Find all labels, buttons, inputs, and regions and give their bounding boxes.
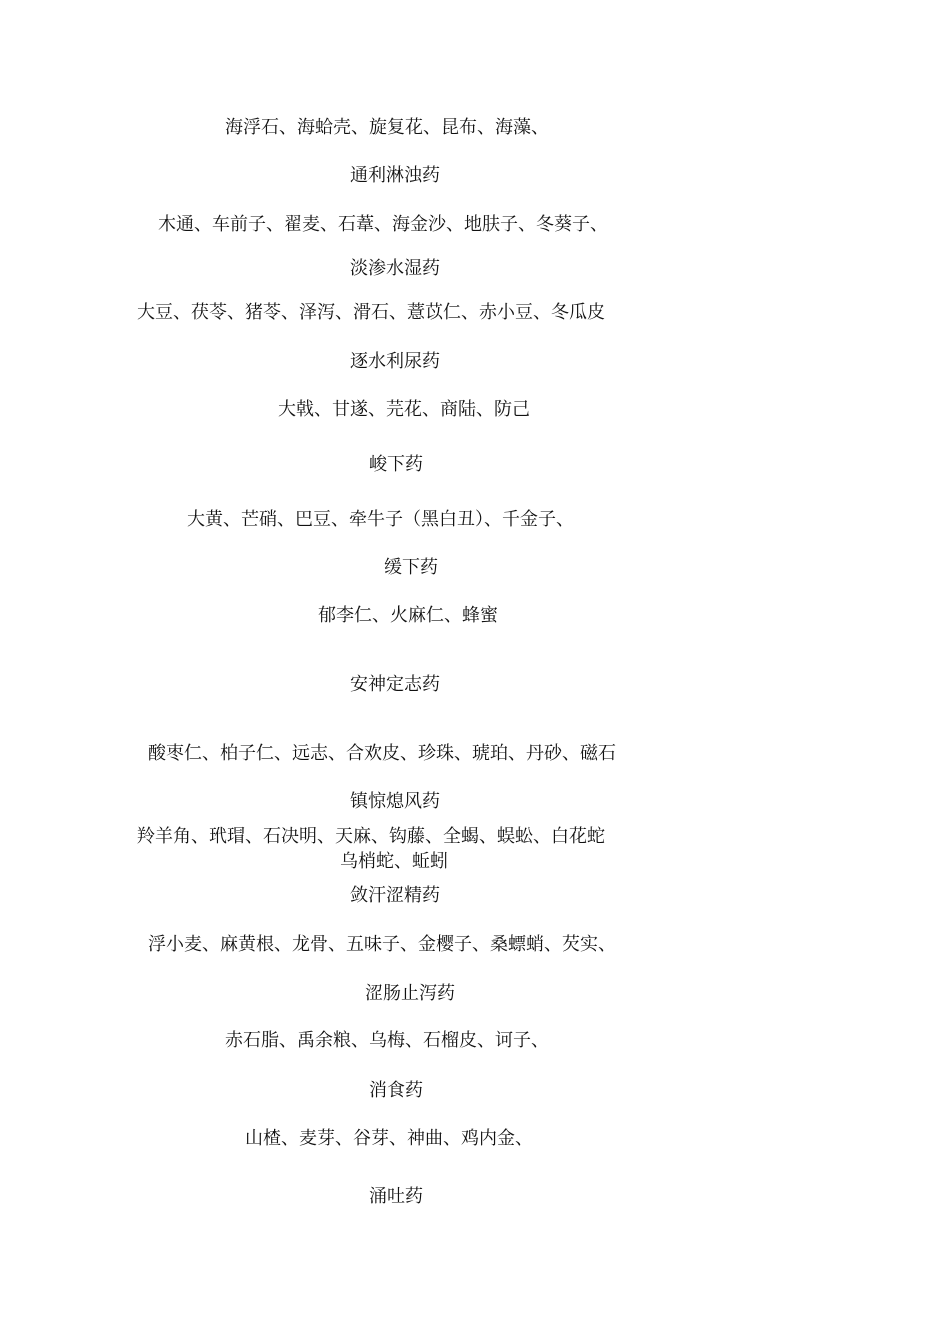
herb-list-lianhan: 浮小麦、麻黄根、龙骨、五味子、金樱子、桑螵蛸、芡实、 [148,934,616,955]
section-heading-zhenjing: 镇惊熄风药 [350,791,440,812]
herb-list-xiaoshi: 山楂、麦芽、谷芽、神曲、鸡内金、 [245,1128,533,1149]
herb-list-junxia: 大黄、芒硝、巴豆、牵牛子（黑白丑）、千金子、 [187,509,574,530]
section-heading-tongli: 通利淋浊药 [350,165,440,186]
section-heading-xiaoshi: 消食药 [369,1080,423,1101]
herb-list-tongli: 木通、车前子、翟麦、石葦、海金沙、地肤子、冬葵子、 [158,214,608,235]
section-heading-huanxia: 缓下药 [384,557,438,578]
section-heading-lianhan: 敛汗涩精药 [350,885,440,906]
herb-list-zhushui: 大戟、甘遂、芫花、商陆、防己 [278,399,530,420]
herb-list-danshen: 大豆、茯苓、猪苓、泽泻、滑石、薏苡仁、赤小豆、冬瓜皮 [137,302,605,323]
section-heading-anshen: 安神定志药 [350,674,440,695]
herb-list-zhenjing-line-2: 乌梢蛇、蚯蚓 [340,851,448,872]
herb-list-sechang: 赤石脂、禹余粮、乌梅、石榴皮、诃子、 [225,1030,549,1051]
section-heading-sechang: 涩肠止泻药 [365,983,455,1004]
section-heading-junxia: 峻下药 [369,454,423,475]
section-heading-danshen: 淡渗水湿药 [350,258,440,279]
herb-list-anshen: 酸枣仁、柏子仁、远志、合欢皮、珍珠、琥珀、丹砂、磁石 [148,743,616,764]
herb-list-haifushi: 海浮石、海蛤壳、旋复花、昆布、海藻、 [225,117,549,138]
herb-list-zhenjing-line-1: 羚羊角、玳瑁、石决明、天麻、钩藤、全蝎、蜈蚣、白花蛇 [137,826,605,847]
section-heading-yongtu: 涌吐药 [369,1186,423,1207]
herb-list-huanxia: 郁李仁、火麻仁、蜂蜜 [318,605,498,626]
section-heading-zhushui: 逐水利尿药 [350,351,440,372]
